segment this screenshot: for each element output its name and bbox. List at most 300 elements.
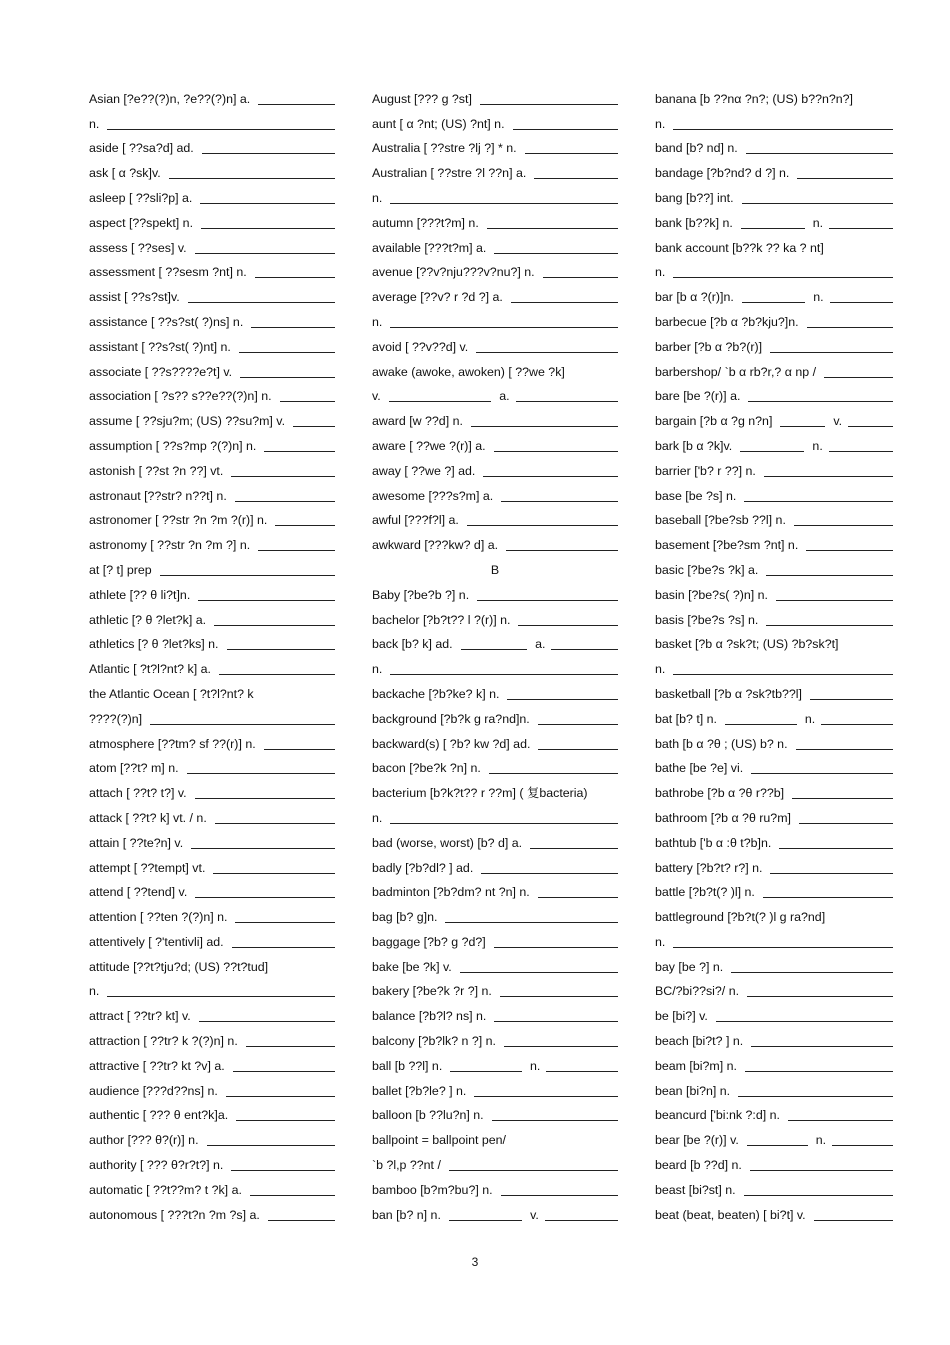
answer-blank[interactable]: [232, 947, 335, 948]
column-1: [89, 86, 335, 1227]
entry-text: banana [b ??nα ?n?; (US) b??n?n?]: [655, 91, 853, 106]
vocab-entry: [655, 656, 893, 681]
entry-text: attentively [ ?'tentivli] ad.: [89, 934, 224, 949]
answer-blank[interactable]: [551, 649, 618, 650]
vocab-entry: [89, 582, 335, 607]
entry-text: avenue [??v?nju???v?nu?] n.: [372, 265, 535, 280]
answer-blank[interactable]: [501, 501, 618, 502]
entry-text: balance [?b?l? ns] n.: [372, 1009, 487, 1024]
vocab-entry: [655, 1202, 893, 1227]
vocab-entry: [655, 979, 893, 1004]
entry-text: astronomy [ ??str ?n ?m ?] n.: [89, 538, 251, 553]
answer-blank[interactable]: [763, 897, 893, 898]
vocab-entry: [372, 111, 618, 136]
vocab-entry: [89, 954, 335, 979]
answer-blank[interactable]: [460, 972, 618, 973]
entry-text: bag [b? ɡ]n.: [372, 910, 438, 925]
vocab-entry: [655, 185, 893, 210]
entry-text: n.: [372, 662, 383, 677]
entry-text: Australian [ ??stre ?l ??n] a.: [372, 166, 527, 181]
answer-blank[interactable]: [235, 501, 335, 502]
entry-text: bank account [b??k ?? ka ? nt]: [655, 240, 824, 255]
entry-text: attitude [??t?tju?d; (US) ??t?tud]: [89, 959, 269, 974]
entry-text: attention [ ??ten ?(?)n] n.: [89, 910, 228, 925]
answer-blank[interactable]: [766, 625, 893, 626]
entry-text: attractive [ ??tr? kt ?v] a.: [89, 1058, 225, 1073]
answer-blank[interactable]: [187, 773, 335, 774]
vocab-entry: [89, 855, 335, 880]
vocab-entry: [372, 979, 618, 1004]
answer-blank[interactable]: [751, 1046, 893, 1047]
answer-blank[interactable]: [506, 550, 618, 551]
entry-text: barbershop/ `b α rb?r,? α np /: [655, 364, 817, 379]
vocab-entry: [655, 632, 893, 657]
entry-text: basket [?b α ?sk?t; (US) ?b?sk?t]: [655, 637, 839, 652]
entry-text: ball [b ??l] n.: [372, 1058, 443, 1073]
entry-text: attempt [ ??tempt] vt.: [89, 860, 206, 875]
answer-blank[interactable]: [235, 922, 335, 923]
entry-text: association [ ?s?? s??e??(?)n] n.: [89, 389, 272, 404]
answer-blank[interactable]: [848, 426, 893, 427]
answer-blank[interactable]: [745, 1071, 893, 1072]
answer-blank[interactable]: [792, 798, 893, 799]
answer-blank[interactable]: [233, 1071, 335, 1072]
answer-blank[interactable]: [449, 1170, 618, 1171]
answer-blank[interactable]: [744, 1195, 893, 1196]
answer-blank[interactable]: [246, 1046, 335, 1047]
entry-text: bay [be ?] n.: [655, 959, 724, 974]
vocab-entry: [372, 1028, 618, 1053]
entry-text: bathroom [?b α ?θ ru?m]: [655, 810, 791, 825]
vocab-entry: [89, 334, 335, 359]
vocab-entry: [655, 309, 893, 334]
answer-blank[interactable]: [198, 600, 335, 601]
answer-blank[interactable]: [796, 749, 893, 750]
answer-blank[interactable]: [750, 1170, 893, 1171]
answer-blank[interactable]: [264, 749, 335, 750]
answer-blank[interactable]: [293, 426, 335, 427]
answer-blank[interactable]: [543, 277, 618, 278]
answer-blank[interactable]: [738, 1096, 893, 1097]
answer-blank[interactable]: [236, 1120, 335, 1121]
entry-text: n.: [372, 190, 383, 205]
vocab-entry: [89, 235, 335, 260]
answer-blank[interactable]: [461, 649, 528, 650]
answer-blank[interactable]: [764, 476, 893, 477]
vocab-entry: [372, 731, 618, 756]
vocab-entry: [372, 756, 618, 781]
answer-blank[interactable]: [538, 897, 618, 898]
answer-blank[interactable]: [673, 947, 893, 948]
entry-text: baggage [?b? ɡ ?d?]: [372, 934, 486, 949]
vocab-entry: [372, 1177, 618, 1202]
vocab-entry: [372, 1103, 618, 1128]
entry-text: bathrobe [?b α ?θ r??b]: [655, 786, 785, 801]
entry-text: n.: [89, 116, 100, 131]
vocab-entry: [655, 904, 893, 929]
answer-blank[interactable]: [280, 401, 335, 402]
answer-blank[interactable]: [673, 129, 893, 130]
entry-text: awesome [???s?m] a.: [372, 488, 494, 503]
entry-text: at [? t] prep: [89, 562, 152, 577]
answer-blank[interactable]: [195, 253, 335, 254]
entry-text: attain [ ??te?n] v.: [89, 835, 184, 850]
vocab-entry: [372, 780, 618, 805]
answer-blank[interactable]: [832, 1145, 893, 1146]
answer-blank[interactable]: [107, 129, 335, 130]
answer-blank[interactable]: [538, 724, 618, 725]
vocab-entry: [655, 1028, 893, 1053]
vocab-entry: [372, 210, 618, 235]
answer-blank[interactable]: [776, 600, 893, 601]
entry-text: athlete [?? θ li?t]n.: [89, 587, 191, 602]
answer-blank[interactable]: [219, 674, 335, 675]
vocab-entry: [89, 1177, 335, 1202]
vocab-entry: [372, 1202, 618, 1227]
vocab-entry: [89, 780, 335, 805]
entry-text: assume [ ??sju?m; (US) ??su?m] v.: [89, 414, 286, 429]
entry-text: aside [ ??sa?d] ad.: [89, 141, 194, 156]
vocab-entry: [372, 160, 618, 185]
answer-blank[interactable]: [195, 798, 335, 799]
vocab-entry: [372, 532, 618, 557]
part-of-speech: v.: [833, 414, 843, 429]
answer-blank[interactable]: [829, 228, 893, 229]
answer-blank[interactable]: [213, 873, 335, 874]
vocab-entry: [372, 607, 618, 632]
answer-blank[interactable]: [824, 377, 893, 378]
vocab-entry: [372, 1078, 618, 1103]
answer-blank[interactable]: [494, 451, 618, 452]
entry-text: n.: [655, 265, 666, 280]
answer-blank[interactable]: [797, 178, 893, 179]
vocab-entry: [89, 260, 335, 285]
vocab-entry: [372, 483, 618, 508]
answer-blank[interactable]: [476, 352, 618, 353]
entry-text: available [???t?m] a.: [372, 240, 487, 255]
answer-blank[interactable]: [518, 625, 618, 626]
vocab-entry: [89, 458, 335, 483]
answer-blank[interactable]: [390, 203, 618, 204]
entry-text: assumption [ ??s?mp ?(?)n] n.: [89, 438, 257, 453]
vocab-entry: [372, 880, 618, 905]
answer-blank[interactable]: [258, 104, 335, 105]
vocab-entry: [372, 185, 618, 210]
answer-blank[interactable]: [169, 178, 335, 179]
part-of-speech: n.: [812, 215, 824, 230]
entry-text: be [bi?] v.: [655, 1009, 708, 1024]
answer-blank[interactable]: [239, 352, 335, 353]
vocab-entry: [655, 111, 893, 136]
entry-text: beast [bi?st] n.: [655, 1182, 736, 1197]
vocab-entry: [372, 954, 618, 979]
vocab-entry: [89, 756, 335, 781]
entry-text: bean [bi?n] n.: [655, 1083, 731, 1098]
vocab-entry: [655, 1177, 893, 1202]
entry-text: awkward [???kw? d] a.: [372, 538, 499, 553]
answer-blank[interactable]: [545, 1220, 618, 1221]
entry-text: attend [ ??tend] v.: [89, 885, 188, 900]
answer-blank[interactable]: [770, 352, 893, 353]
answer-blank[interactable]: [731, 972, 893, 973]
answer-blank[interactable]: [214, 625, 335, 626]
answer-blank[interactable]: [814, 1220, 893, 1221]
entry-text: baseball [?be?sb ??l] n.: [655, 513, 786, 528]
answer-blank[interactable]: [481, 873, 618, 874]
vocab-entry: [655, 1127, 893, 1152]
answer-blank[interactable]: [500, 996, 618, 997]
answer-blank[interactable]: [829, 451, 893, 452]
answer-blank[interactable]: [201, 228, 335, 229]
vocab-entry: [372, 1053, 618, 1078]
vocab-entry: [89, 1053, 335, 1078]
entry-text: Baby [?be?b ?] n.: [372, 587, 470, 602]
vocab-entry: [655, 260, 893, 285]
vocab-entry: [372, 284, 618, 309]
vocab-entry: [655, 384, 893, 409]
vocab-entry: [655, 483, 893, 508]
entry-text: awake (awoke, awoken) [ ??we ?k]: [372, 364, 565, 379]
entry-text: v.: [372, 389, 381, 404]
answer-blank[interactable]: [546, 1071, 618, 1072]
answer-blank[interactable]: [511, 302, 618, 303]
answer-blank[interactable]: [268, 1220, 335, 1221]
answer-blank[interactable]: [191, 848, 335, 849]
vocab-entry: [89, 731, 335, 756]
answer-blank[interactable]: [810, 699, 893, 700]
answer-blank[interactable]: [227, 649, 336, 650]
answer-blank[interactable]: [450, 1071, 522, 1072]
vocab-entry: [655, 929, 893, 954]
answer-blank[interactable]: [494, 1021, 618, 1022]
answer-blank[interactable]: [525, 153, 618, 154]
answer-blank[interactable]: [742, 203, 893, 204]
answer-blank[interactable]: [788, 1120, 893, 1121]
entry-text: back [b? k] ad.: [372, 637, 453, 652]
answer-blank[interactable]: [673, 674, 893, 675]
answer-blank[interactable]: [202, 153, 335, 154]
entry-text: basketball [?b α ?sk?tb??l]: [655, 686, 802, 701]
answer-blank[interactable]: [489, 773, 618, 774]
answer-blank[interactable]: [200, 203, 335, 204]
vocab-entry: [655, 408, 893, 433]
entry-text: athletics [? θ ?let?ks] n.: [89, 637, 219, 652]
answer-blank[interactable]: [746, 153, 893, 154]
vocab-entry: [89, 1078, 335, 1103]
vocab-entry: [89, 1028, 335, 1053]
answer-blank[interactable]: [742, 302, 805, 303]
entry-text: Asian [?e??(?)n, ?e??(?)n] a.: [89, 91, 251, 106]
answer-blank[interactable]: [477, 600, 618, 601]
vocab-entry: [372, 706, 618, 731]
answer-blank[interactable]: [740, 451, 804, 452]
entry-text: battery [?b?t? r?] n.: [655, 860, 763, 875]
entry-text: band [b? nd] n.: [655, 141, 738, 156]
answer-blank[interactable]: [231, 476, 335, 477]
answer-blank[interactable]: [390, 327, 618, 328]
entry-text: n.: [89, 984, 100, 999]
answer-blank[interactable]: [716, 1021, 893, 1022]
vocab-entry: [655, 855, 893, 880]
entry-text: beat (beat, beaten) [ bi?t] v.: [655, 1207, 806, 1222]
vocab-entry: [655, 1103, 893, 1128]
answer-blank[interactable]: [207, 1145, 335, 1146]
answer-blank[interactable]: [199, 1021, 335, 1022]
entry-text: barber [?b α ?b?(r)]: [655, 339, 763, 354]
answer-blank[interactable]: [806, 550, 893, 551]
page-number: 3: [471, 1255, 479, 1269]
vocab-entry: [655, 607, 893, 632]
answer-blank[interactable]: [390, 823, 618, 824]
answer-blank[interactable]: [780, 426, 825, 427]
vocab-entry: [372, 260, 618, 285]
answer-blank[interactable]: [751, 773, 893, 774]
answer-blank[interactable]: [530, 848, 618, 849]
answer-blank[interactable]: [534, 178, 618, 179]
answer-blank[interactable]: [160, 575, 335, 576]
answer-blank[interactable]: [494, 947, 618, 948]
answer-blank[interactable]: [507, 699, 618, 700]
entry-text: audience [???d??ns] n.: [89, 1083, 218, 1098]
answer-blank[interactable]: [107, 996, 335, 997]
vocab-entry: [655, 706, 893, 731]
answer-blank[interactable]: [275, 525, 335, 526]
vocab-entry: [372, 508, 618, 533]
answer-blank[interactable]: [264, 451, 335, 452]
vocab-entry: [372, 557, 618, 582]
answer-blank[interactable]: [821, 724, 893, 725]
vocab-entry: [89, 284, 335, 309]
answer-blank[interactable]: [250, 1195, 335, 1196]
vocab-entry: [89, 1127, 335, 1152]
answer-blank[interactable]: [255, 277, 335, 278]
vocab-entry: [89, 681, 335, 706]
answer-blank[interactable]: [467, 525, 618, 526]
part-of-speech: n.: [813, 290, 824, 305]
answer-blank[interactable]: [673, 277, 893, 278]
vocab-entry: [372, 582, 618, 607]
entry-text: background [?b?k ɡ ra?nd]n.: [372, 711, 530, 726]
vocab-entry: [655, 731, 893, 756]
entry-text: n.: [655, 934, 666, 949]
answer-blank[interactable]: [471, 426, 618, 427]
answer-blank[interactable]: [748, 401, 893, 402]
answer-blank[interactable]: [389, 401, 491, 402]
entry-text: the Atlantic Ocean [ ?t?l?nt? k: [89, 686, 254, 701]
answer-blank[interactable]: [195, 897, 335, 898]
answer-blank[interactable]: [487, 228, 618, 229]
answer-blank[interactable]: [504, 1046, 618, 1047]
answer-blank[interactable]: [445, 922, 618, 923]
answer-blank[interactable]: [807, 327, 893, 328]
vocab-entry: [372, 805, 618, 830]
answer-blank[interactable]: [150, 724, 335, 725]
answer-blank[interactable]: [779, 848, 893, 849]
answer-blank[interactable]: [799, 823, 893, 824]
entry-text: beam [bi?m] n.: [655, 1058, 737, 1073]
answer-blank[interactable]: [240, 377, 335, 378]
entry-text: astronaut [??str? n??t] n.: [89, 488, 227, 503]
vocab-entry: [372, 334, 618, 359]
answer-blank[interactable]: [449, 1220, 522, 1221]
answer-blank[interactable]: [474, 1096, 618, 1097]
entry-text: balloon [b ??lu?n] n.: [372, 1108, 484, 1123]
answer-blank[interactable]: [725, 724, 797, 725]
answer-blank[interactable]: [492, 1120, 618, 1121]
part-of-speech: a.: [499, 389, 510, 404]
entry-text: associate [ ??s????e?t] v.: [89, 364, 233, 379]
entry-text: autumn [???t?m] n.: [372, 215, 479, 230]
entry-text: Australia [ ??stre ?lj ?] * n.: [372, 141, 517, 156]
answer-blank[interactable]: [766, 575, 893, 576]
entry-text: aware [ ??we ?(r)] a.: [372, 438, 486, 453]
answer-blank[interactable]: [747, 996, 893, 997]
answer-blank[interactable]: [480, 104, 618, 105]
answer-blank[interactable]: [830, 302, 893, 303]
vocab-entry: [655, 359, 893, 384]
entry-text: bear [be ?(r)] v.: [655, 1133, 739, 1148]
vocab-entry: [89, 1003, 335, 1028]
answer-blank[interactable]: [390, 674, 618, 675]
vocab-entry: [655, 681, 893, 706]
answer-blank[interactable]: [770, 873, 893, 874]
answer-blank[interactable]: [483, 476, 618, 477]
vocab-entry: [655, 582, 893, 607]
answer-blank[interactable]: [215, 823, 335, 824]
part-of-speech: n.: [529, 1058, 541, 1073]
vocab-entry: [89, 904, 335, 929]
entry-text: bargain [?b α ?ɡ n?n]: [655, 414, 773, 429]
answer-blank[interactable]: [258, 550, 335, 551]
entry-text: beancurd ['bi:nk ?:d] n.: [655, 1108, 780, 1123]
vocab-entry: [655, 756, 893, 781]
vocab-entry: [655, 880, 893, 905]
vocab-entry: [655, 954, 893, 979]
vocab-entry: [372, 136, 618, 161]
part-of-speech: n.: [815, 1133, 827, 1148]
answer-blank[interactable]: [226, 1096, 335, 1097]
entry-text: away [ ??we ?] ad.: [372, 463, 476, 478]
vocab-entry: [89, 483, 335, 508]
vocab-entry: [89, 706, 335, 731]
vocab-entry: [372, 86, 618, 111]
entry-text: B: [490, 562, 500, 577]
vocab-entry: [89, 929, 335, 954]
answer-blank[interactable]: [188, 302, 335, 303]
entry-text: n.: [655, 116, 666, 131]
answer-blank[interactable]: [741, 228, 805, 229]
vocab-entry: [89, 210, 335, 235]
entry-text: authority [ ??? θ?r?t?] n.: [89, 1158, 224, 1173]
vocab-entry: [372, 384, 618, 409]
answer-blank[interactable]: [794, 525, 893, 526]
answer-blank[interactable]: [501, 1195, 618, 1196]
entry-text: basis [?be?s ?s] n.: [655, 612, 759, 627]
answer-blank[interactable]: [494, 253, 618, 254]
answer-blank[interactable]: [516, 401, 618, 402]
vocab-entry: [655, 1003, 893, 1028]
answer-blank[interactable]: [513, 129, 618, 130]
answer-blank[interactable]: [747, 1145, 808, 1146]
entry-text: battleground [?b?t(? )l ɡ ra?nd]: [655, 910, 826, 925]
entry-text: beach [bi?t? ] n.: [655, 1034, 744, 1049]
entry-text: asleep [ ??sli?p] a.: [89, 190, 193, 205]
answer-blank[interactable]: [744, 501, 893, 502]
answer-blank[interactable]: [251, 327, 335, 328]
answer-blank[interactable]: [538, 749, 618, 750]
entry-text: aunt [ α ?nt; (US) ?nt] n.: [372, 116, 505, 131]
answer-blank[interactable]: [231, 1170, 335, 1171]
